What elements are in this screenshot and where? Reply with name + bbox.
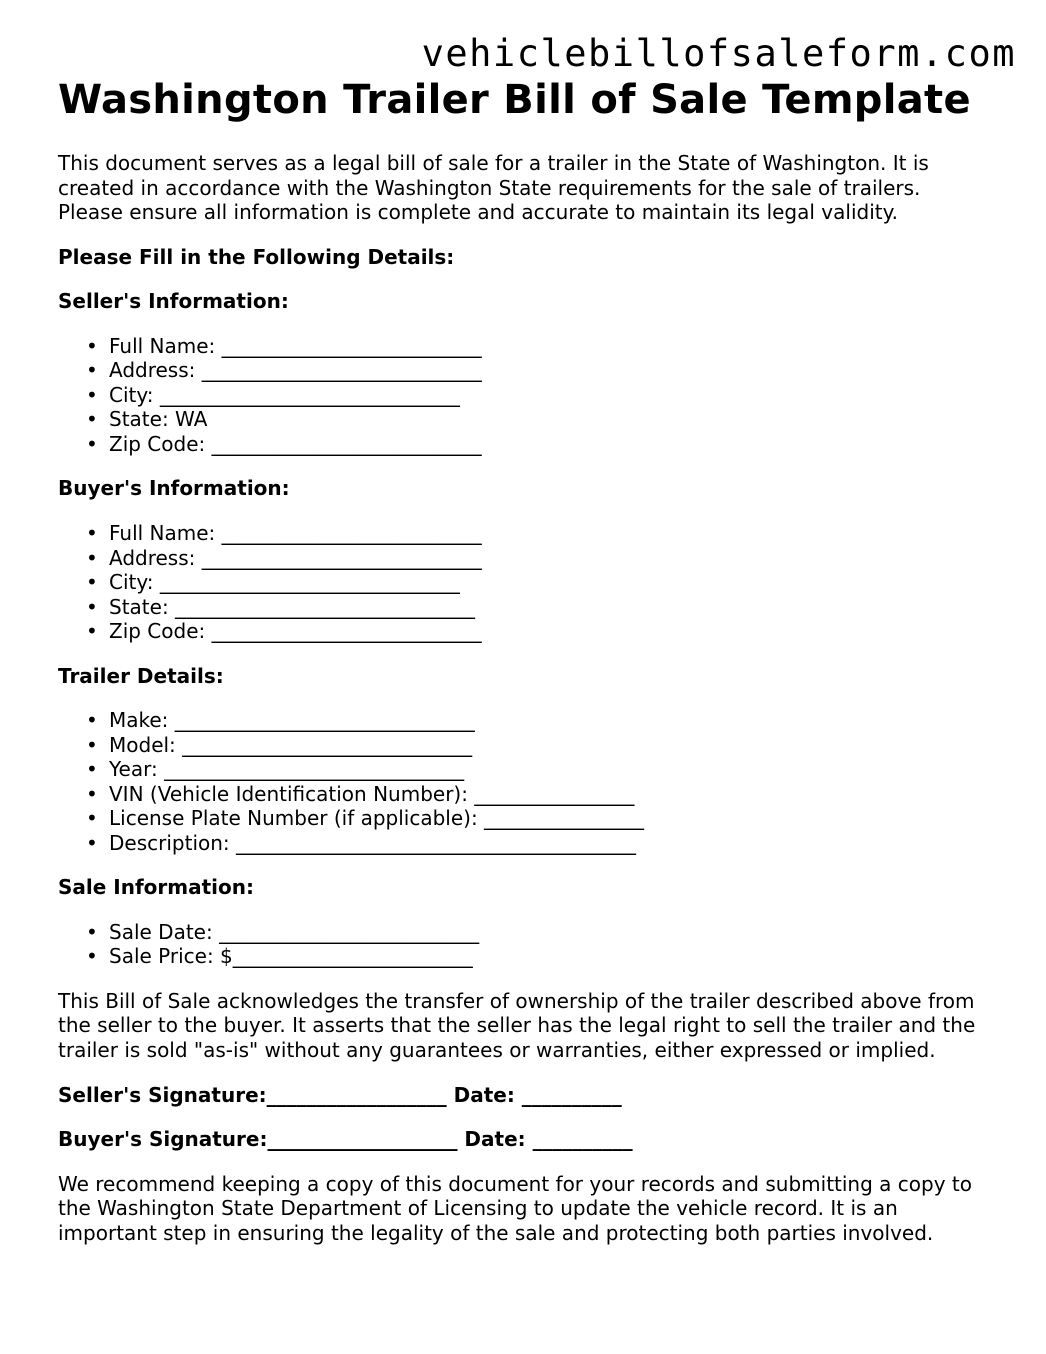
seller-info-list	[58, 334, 988, 457]
seller-full-name-field[interactable]: • Full Name: __________________________	[109, 334, 988, 359]
trailer-vin-field[interactable]: • VIN (Vehicle Identification Number): ________________	[109, 782, 988, 807]
buyer-signature-line[interactable]: Buyer's Signature:___________________ Date: __________	[58, 1127, 633, 1152]
buyer-full-name-field[interactable]: • Full Name: __________________________	[109, 521, 988, 546]
acknowledgement-paragraph: This Bill of Sale acknowledges the transfer of ownership of the trailer described above from the seller to the buyer. It asserts that the seller has the legal right to sell the trailer and the trailer is sold "as-is" without any guarantees or warranties, either expressed or implied.	[58, 988, 976, 1062]
seller-signature-line[interactable]: Seller's Signature:__________________ Date: __________	[58, 1082, 622, 1107]
trailer-year-field[interactable]: • Year: ______________________________	[109, 757, 988, 782]
buyer-info-heading: Buyer's Information:	[58, 476, 290, 501]
buyer-address-field[interactable]: • Address: ____________________________	[109, 546, 988, 571]
sale-price-field[interactable]: • Sale Price: $________________________	[109, 944, 988, 969]
trailer-details-heading: Trailer Details:	[58, 663, 224, 688]
buyer-info-list	[58, 521, 988, 644]
sale-info-list	[58, 920, 988, 969]
seller-address-field[interactable]: • Address: ____________________________	[109, 358, 988, 383]
sale-info-heading: Sale Information:	[58, 875, 254, 900]
trailer-description-field[interactable]: • Description: ________________________________________	[109, 831, 988, 856]
seller-city-field[interactable]: • City: ______________________________	[109, 383, 988, 408]
closing-paragraph: We recommend keeping a copy of this document for your records and submitting a copy to the Washington State Department of Licensing to update the vehicle record. It is an important step in ensuring the legality of the sale and protecting both parties involved.	[58, 1171, 972, 1245]
trailer-details-list	[58, 708, 988, 855]
bill-of-sale-document	[58, 76, 988, 1246]
trailer-model-field[interactable]: • Model: _____________________________	[109, 733, 988, 758]
seller-info-heading: Seller's Information:	[58, 289, 289, 314]
buyer-city-field[interactable]: • City: ______________________________	[109, 570, 988, 595]
trailer-plate-field[interactable]: • License Plate Number (if applicable): ________________	[109, 806, 988, 831]
trailer-make-field[interactable]: • Make: ______________________________	[109, 708, 988, 733]
sale-date-field[interactable]: • Sale Date: __________________________	[109, 920, 988, 945]
seller-zip-field[interactable]: • Zip Code: ___________________________	[109, 432, 988, 457]
fill-details-heading: Please Fill in the Following Details:	[58, 244, 455, 269]
intro-paragraph: This document serves as a legal bill of sale for a trailer in the State of Washington. It is created in accordance with the Washington State requirements for the sale of trailers. Please ensure all information is complete and accurate to maintain its legal validity.	[58, 151, 929, 225]
document-title: Washington Trailer Bill of Sale Template	[58, 77, 971, 123]
buyer-zip-field[interactable]: • Zip Code: ___________________________	[109, 619, 988, 644]
site-watermark: vehiclebillofsaleform.com	[421, 32, 1016, 75]
buyer-state-field[interactable]: • State: ______________________________	[109, 595, 988, 620]
seller-state-field: • State: WA	[109, 407, 988, 432]
